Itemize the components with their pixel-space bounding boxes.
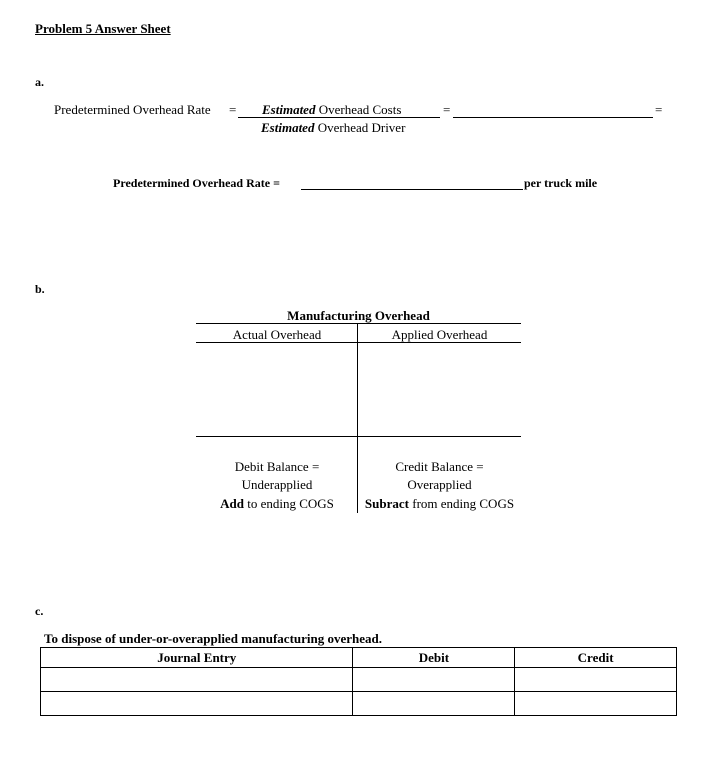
formula-equals-1: = (229, 102, 237, 117)
result-label: Predetermined Overhead Rate = (113, 176, 280, 190)
debit-balance-line1: Debit Balance = (234, 459, 320, 474)
credit-action-rest: from ending COGS (412, 496, 515, 511)
credit-balance-action (358, 496, 521, 512)
formula-left-label: Predetermined Overhead Rate (54, 102, 211, 117)
credit-cell[interactable] (515, 668, 677, 692)
debit-cell[interactable] (353, 692, 515, 716)
debit-header: Actual Overhead (232, 327, 322, 342)
debit-cell[interactable] (353, 668, 515, 692)
debit-balance-action (196, 496, 358, 512)
debit-balance-line2: Underapplied (241, 477, 313, 492)
debit-action-rest: to ending COGS (247, 496, 334, 511)
credit-balance-line1: Credit Balance = (395, 459, 484, 474)
credit-balance-line2: Overapplied (407, 477, 472, 492)
column-header-debit: Debit (353, 648, 515, 668)
column-header-journal-entry: Journal Entry (41, 648, 353, 668)
credit-header: Applied Overhead (391, 327, 488, 342)
table-row (41, 668, 677, 692)
journal-instruction: To dispose of under-or-overapplied manufacturing overhead. (44, 631, 383, 646)
section-label-b: b. (35, 282, 45, 296)
t-account-top-line (196, 323, 521, 324)
credit-cell[interactable] (515, 692, 677, 716)
t-account-balance-line (196, 436, 521, 437)
numerator-estimated: Estimated (262, 102, 316, 117)
credit-action-bold: Subract (364, 496, 409, 511)
journal-entry-table (40, 647, 677, 716)
t-account-title: Manufacturing Overhead (287, 308, 430, 323)
formula-equals-2: = (443, 102, 451, 117)
table-row (41, 692, 677, 716)
numerator-rest: Overhead Costs (318, 102, 402, 117)
formula-equals-3: = (655, 102, 663, 117)
formula-denominator (261, 120, 405, 136)
journal-entry-cell[interactable] (41, 692, 353, 716)
journal-header-row (41, 648, 677, 668)
journal-entry-cell[interactable] (41, 668, 353, 692)
denominator-rest: Overhead Driver (317, 120, 406, 135)
formula-numerator (262, 102, 401, 118)
page-title: Problem 5 Answer Sheet (35, 21, 171, 36)
answer-blank-2 (301, 189, 523, 190)
denominator-estimated: Estimated (261, 120, 315, 135)
debit-action-bold: Add (220, 496, 244, 511)
result-unit: per truck mile (524, 176, 598, 190)
t-account-header-line (196, 342, 521, 343)
answer-blank-1 (453, 117, 653, 118)
fraction-bar (238, 117, 440, 118)
section-label-a: a. (35, 75, 44, 89)
column-header-credit: Credit (515, 648, 677, 668)
section-label-c: c. (35, 604, 44, 618)
